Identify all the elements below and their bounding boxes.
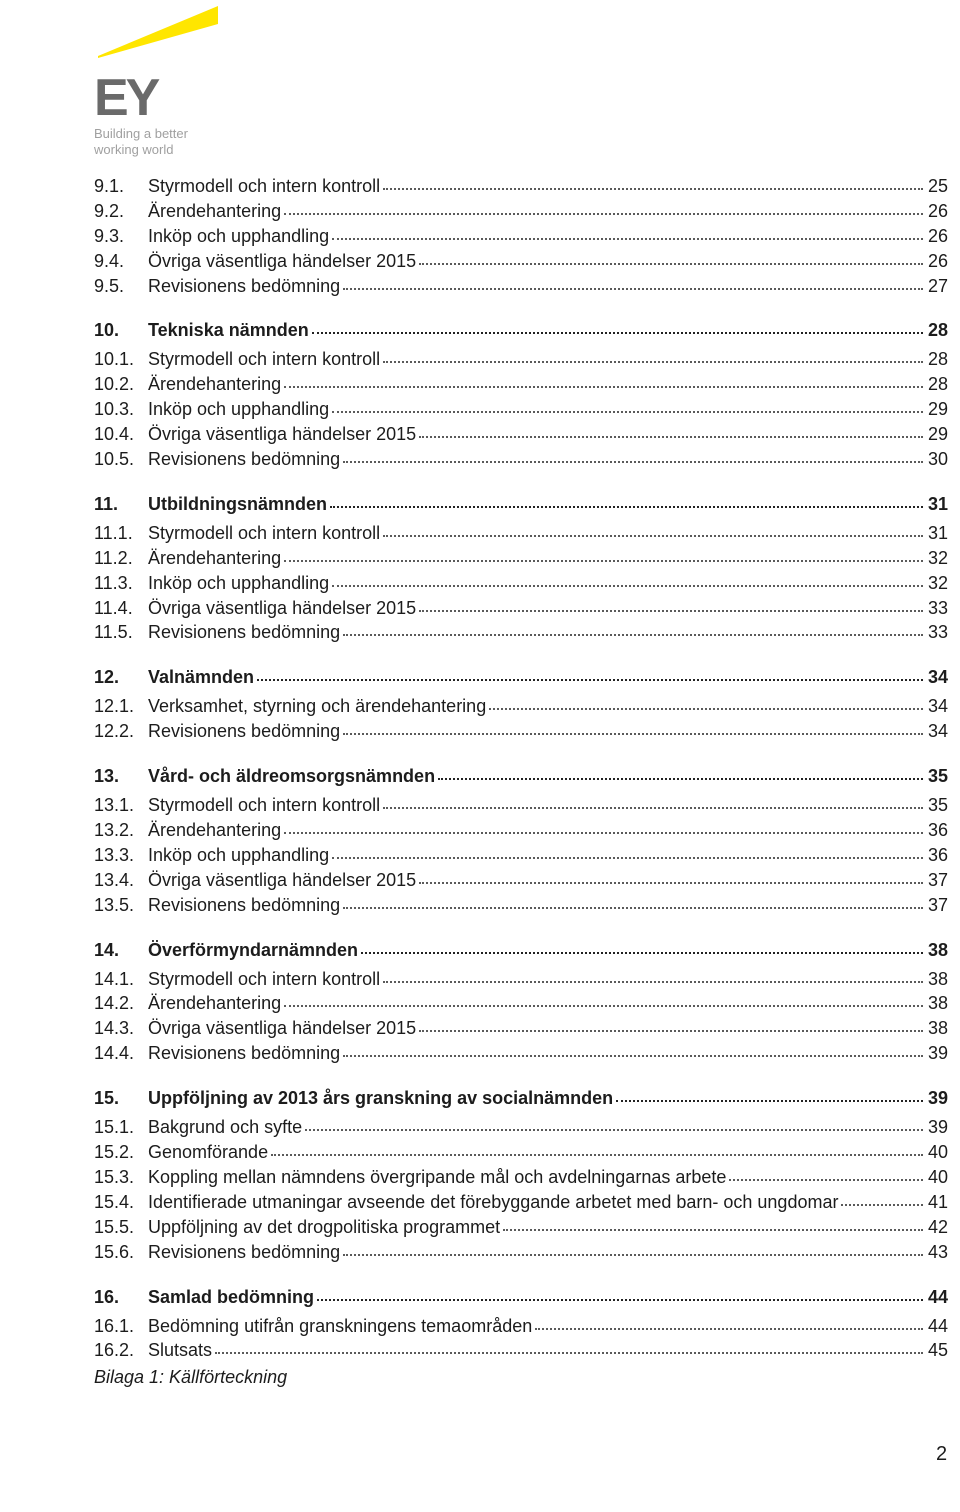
toc-leader-dots	[271, 1149, 923, 1156]
toc-leader-dots	[383, 976, 923, 983]
toc-title: Bakgrund och syfte	[148, 1117, 303, 1138]
toc-page-number: 27	[927, 275, 948, 296]
toc-page-number: 35	[927, 795, 948, 816]
toc-leader-dots	[503, 1224, 923, 1231]
toc-subsection-entry[interactable]	[94, 1016, 948, 1041]
toc-number: 13.2.	[94, 820, 135, 841]
toc-subsection-entry[interactable]	[94, 174, 948, 199]
toc-leader-dots	[215, 1347, 923, 1354]
toc-title: Övriga väsentliga händelser 2015	[148, 424, 417, 445]
toc-subsection-entry[interactable]	[94, 694, 948, 719]
toc-leader-dots	[284, 555, 923, 562]
toc-leader-dots	[383, 183, 923, 190]
appendix-entry[interactable]: Bilaga 1: Källförteckning	[94, 1367, 288, 1388]
toc-title: Ärendehantering	[148, 993, 282, 1014]
toc-page-number: 45	[927, 1340, 948, 1361]
toc-section-entry[interactable]	[94, 1085, 948, 1111]
ey-logo-mark: EY	[94, 69, 158, 127]
toc-number: 10.1.	[94, 349, 135, 370]
toc-title: Verksamhet, styrning och ärendehantering	[148, 696, 487, 717]
toc-title: Styrmodell och intern kontroll	[148, 968, 381, 989]
toc-page-number: 38	[927, 1018, 948, 1039]
toc-number: 11.3.	[94, 572, 133, 593]
toc-title: Ärendehantering	[148, 820, 282, 841]
toc-number: 15.1.	[94, 1117, 135, 1138]
toc-leader-dots	[383, 530, 923, 537]
toc-number: 14.	[94, 939, 120, 960]
toc-leader-dots	[343, 456, 923, 463]
toc-leader-dots	[343, 728, 923, 735]
toc-leader-dots	[305, 1124, 923, 1131]
toc-title: Tekniska nämnden	[148, 320, 309, 341]
toc-subsection-entry[interactable]	[94, 893, 948, 918]
toc-number: 11.	[94, 493, 119, 514]
toc-number: 16.1.	[94, 1315, 135, 1336]
toc-title: Identifierade utmaningar avseende det förebyggande arbetet med barn- och ungdomar	[148, 1191, 839, 1212]
toc-title: Revisionens bedömning	[148, 721, 341, 742]
toc-page-number: 30	[927, 449, 948, 470]
toc-page-number: 36	[927, 820, 948, 841]
toc-subsection-entry[interactable]	[94, 447, 948, 472]
toc-page-number: 26	[927, 200, 948, 221]
toc-title: Inköp och upphandling	[148, 399, 330, 420]
toc-number: 12.2.	[94, 721, 135, 742]
toc-page-number: 40	[927, 1142, 948, 1163]
toc-title: Uppföljning av det drogpolitiska programmet	[148, 1216, 501, 1237]
toc-leader-dots	[284, 1000, 923, 1007]
toc-page-number: 44	[927, 1286, 948, 1307]
toc-leader-dots	[729, 1174, 923, 1181]
toc-subsection-entry[interactable]	[94, 620, 948, 645]
toc-title: Slutsats	[148, 1340, 213, 1361]
toc-number: 9.5.	[94, 275, 125, 296]
toc-leader-dots	[419, 877, 923, 884]
toc-title: Övriga väsentliga händelser 2015	[148, 1018, 417, 1039]
toc-title: Ärendehantering	[148, 374, 282, 395]
toc-number: 16.2.	[94, 1340, 135, 1361]
toc-title: Övriga väsentliga händelser 2015	[148, 597, 417, 618]
toc-title: Uppföljning av 2013 års granskning av socialnämnden	[148, 1088, 614, 1109]
toc-title: Styrmodell och intern kontroll	[148, 522, 381, 543]
toc-leader-dots	[489, 703, 923, 710]
toc-subsection-entry[interactable]	[94, 249, 948, 274]
toc-title: Styrmodell och intern kontroll	[148, 176, 381, 196]
toc-number: 11.2.	[94, 547, 133, 568]
toc-subsection-entry[interactable]	[94, 967, 948, 992]
toc-title: Inköp och upphandling	[148, 572, 330, 593]
toc-subsection-entry[interactable]	[94, 1190, 948, 1215]
toc-page-number: 31	[927, 493, 948, 514]
toc-number: 15.2.	[94, 1142, 135, 1163]
toc-leader-dots	[361, 947, 923, 954]
toc-title: Bedömning utifrån granskningens temaområden	[148, 1315, 533, 1336]
toc-leader-dots	[332, 580, 923, 587]
toc-title: Ärendehantering	[148, 547, 282, 568]
toc-page-number: 29	[927, 399, 948, 420]
toc-page-number: 39	[927, 1117, 948, 1138]
toc-page-number: 37	[927, 894, 948, 915]
toc-title: Revisionens bedömning	[148, 894, 341, 915]
toc-subsection-entry[interactable]	[94, 1140, 948, 1165]
toc-section-entry[interactable]	[94, 937, 948, 963]
table-of-contents	[94, 174, 948, 1389]
toc-section-entry[interactable]	[94, 1284, 948, 1310]
toc-page-number: 38	[927, 939, 948, 960]
toc-leader-dots	[841, 1199, 923, 1206]
ey-logo	[88, 6, 228, 156]
toc-number: 15.	[94, 1088, 120, 1109]
toc-number: 13.3.	[94, 844, 135, 865]
toc-leader-dots	[616, 1095, 923, 1102]
toc-title: Genomförande	[148, 1142, 269, 1163]
toc-title: Övriga väsentliga händelser 2015	[148, 869, 417, 890]
toc-title: Revisionens bedömning	[148, 275, 341, 296]
toc-number: 10.2.	[94, 374, 135, 395]
toc-leader-dots	[312, 327, 923, 334]
toc-title: Koppling mellan nämndens övergripande mål och avdelningarnas arbete	[148, 1166, 727, 1187]
toc-page-number: 38	[927, 968, 948, 989]
toc-subsection-entry[interactable]	[94, 347, 948, 372]
toc-leader-dots	[535, 1323, 923, 1330]
toc-page-number: 35	[927, 766, 948, 787]
toc-subsection-entry[interactable]	[94, 719, 948, 744]
toc-number: 16.	[94, 1286, 120, 1307]
toc-leader-dots	[343, 629, 923, 636]
toc-page-number: 39	[927, 1043, 948, 1064]
toc-number: 15.5.	[94, 1216, 135, 1237]
ey-tagline: Building a better working world	[94, 126, 188, 157]
toc-subsection-entry[interactable]	[94, 521, 948, 546]
toc-subsection-entry[interactable]	[94, 1115, 948, 1140]
toc-page-number: 40	[927, 1166, 948, 1187]
toc-section-entry[interactable]	[94, 491, 948, 517]
toc-subsection-entry[interactable]	[94, 1165, 948, 1190]
toc-leader-dots	[332, 406, 923, 413]
toc-leader-dots	[383, 356, 923, 363]
toc-section-entry[interactable]	[94, 664, 948, 690]
toc-page-number: 28	[927, 374, 948, 395]
toc-number: 9.4.	[94, 250, 125, 271]
toc-subsection-entry[interactable]	[94, 1338, 948, 1363]
toc-page-number: 26	[927, 225, 948, 246]
toc-title: Överförmyndarnämnden	[148, 939, 359, 960]
toc-number: 15.4.	[94, 1191, 135, 1212]
toc-number: 13.4.	[94, 869, 135, 890]
toc-subsection-entry[interactable]	[94, 793, 948, 818]
toc-number: 10.5.	[94, 449, 135, 470]
toc-number: 14.4.	[94, 1043, 135, 1064]
toc-page-number: 39	[927, 1088, 948, 1109]
toc-title: Revisionens bedömning	[148, 1043, 341, 1064]
toc-page-number: 28	[927, 349, 948, 370]
toc-page-number: 32	[927, 572, 948, 593]
toc-leader-dots	[284, 827, 923, 834]
toc-number: 13.5.	[94, 894, 135, 915]
toc-subsection-entry[interactable]	[94, 868, 948, 893]
toc-number: 12.1.	[94, 696, 135, 717]
toc-subsection-entry[interactable]	[94, 818, 948, 843]
toc-title: Vård- och äldreomsorgsnämnden	[148, 766, 436, 787]
toc-subsection-entry[interactable]	[94, 224, 948, 249]
toc-leader-dots	[419, 1025, 923, 1032]
toc-leader-dots	[343, 283, 923, 290]
toc-page-number: 29	[927, 424, 948, 445]
toc-title: Revisionens bedömning	[148, 622, 341, 643]
toc-number: 15.3.	[94, 1166, 135, 1187]
toc-leader-dots	[284, 381, 923, 388]
toc-leader-dots	[332, 852, 923, 859]
toc-number: 9.3.	[94, 225, 125, 246]
toc-page-number: 36	[927, 844, 948, 865]
toc-title: Styrmodell och intern kontroll	[148, 795, 381, 816]
toc-leader-dots	[284, 208, 923, 215]
toc-subsection-entry[interactable]	[94, 199, 948, 224]
toc-subsection-entry[interactable]	[94, 843, 948, 868]
toc-title: Styrmodell och intern kontroll	[148, 349, 381, 370]
toc-subsection-entry[interactable]	[94, 1240, 948, 1265]
toc-subsection-entry[interactable]	[94, 1041, 948, 1066]
toc-subsection-entry[interactable]	[94, 596, 948, 621]
toc-page-number: 32	[927, 547, 948, 568]
toc-number: 10.4.	[94, 424, 135, 445]
toc-page-number: 34	[927, 696, 948, 717]
toc-title: Övriga väsentliga händelser 2015	[148, 250, 417, 271]
toc-number: 14.2.	[94, 993, 135, 1014]
toc-leader-dots	[438, 773, 923, 780]
toc-subsection-entry[interactable]	[94, 991, 948, 1016]
ey-beam-icon	[88, 6, 228, 66]
toc-subsection-entry[interactable]	[94, 546, 948, 571]
toc-number: 13.1.	[94, 795, 135, 816]
toc-leader-dots	[419, 431, 923, 438]
toc-subsection-entry[interactable]	[94, 274, 948, 299]
toc-leader-dots	[330, 501, 923, 508]
toc-page-number: 38	[927, 993, 948, 1014]
toc-number: 11.4.	[94, 597, 133, 618]
toc-number: 11.1.	[94, 522, 133, 543]
toc-section-entry[interactable]	[94, 763, 948, 789]
toc-title: Ärendehantering	[148, 200, 282, 221]
toc-title: Revisionens bedömning	[148, 449, 341, 470]
toc-leader-dots	[343, 1249, 923, 1256]
toc-section-entry[interactable]	[94, 317, 948, 343]
toc-subsection-entry[interactable]	[94, 571, 948, 596]
toc-title: Revisionens bedömning	[148, 1241, 341, 1262]
toc-number: 15.6.	[94, 1241, 135, 1262]
toc-subsection-entry[interactable]	[94, 397, 948, 422]
toc-page-number: 34	[927, 667, 948, 688]
toc-number: 13.	[94, 766, 120, 787]
toc-leader-dots	[383, 802, 923, 809]
toc-leader-dots	[343, 902, 923, 909]
toc-page-number: 42	[927, 1216, 948, 1237]
toc-subsection-entry[interactable]	[94, 1215, 948, 1240]
toc-leader-dots	[419, 258, 923, 265]
toc-page-number: 31	[927, 522, 948, 543]
toc-page-number: 26	[927, 250, 948, 271]
toc-leader-dots	[419, 605, 923, 612]
toc-number: 9.2.	[94, 200, 125, 221]
toc-leader-dots	[317, 1294, 923, 1301]
toc-number: 14.1.	[94, 968, 135, 989]
toc-subsection-entry[interactable]	[94, 372, 948, 397]
toc-page-number: 37	[927, 869, 948, 890]
page-number: 2	[936, 1443, 948, 1465]
toc-title: Inköp och upphandling	[148, 844, 330, 865]
toc-number: 14.3.	[94, 1018, 135, 1039]
toc-subsection-entry[interactable]	[94, 422, 948, 447]
toc-title: Samlad bedömning	[148, 1286, 315, 1307]
toc-page-number: 41	[927, 1191, 948, 1212]
toc-page-number: 44	[927, 1315, 948, 1336]
toc-leader-dots	[332, 233, 923, 240]
toc-page-number: 28	[927, 320, 948, 341]
toc-title: Valnämnden	[148, 667, 255, 688]
toc-title: Utbildningsnämnden	[148, 493, 327, 514]
toc-page-number: 25	[927, 176, 948, 196]
toc-number: 10.	[94, 320, 120, 341]
toc-page-number: 34	[927, 721, 948, 742]
toc-leader-dots	[257, 674, 923, 681]
toc-number: 11.5.	[94, 622, 133, 643]
toc-page-number: 43	[927, 1241, 948, 1262]
toc-page-number: 33	[927, 597, 948, 618]
toc-leader-dots	[343, 1050, 923, 1057]
toc-title: Inköp och upphandling	[148, 225, 330, 246]
toc-number: 10.3.	[94, 399, 135, 420]
toc-page-number: 33	[927, 622, 948, 643]
toc-subsection-entry[interactable]	[94, 1314, 948, 1339]
toc-number: 9.1.	[94, 176, 125, 196]
toc-number: 12.	[94, 667, 120, 688]
